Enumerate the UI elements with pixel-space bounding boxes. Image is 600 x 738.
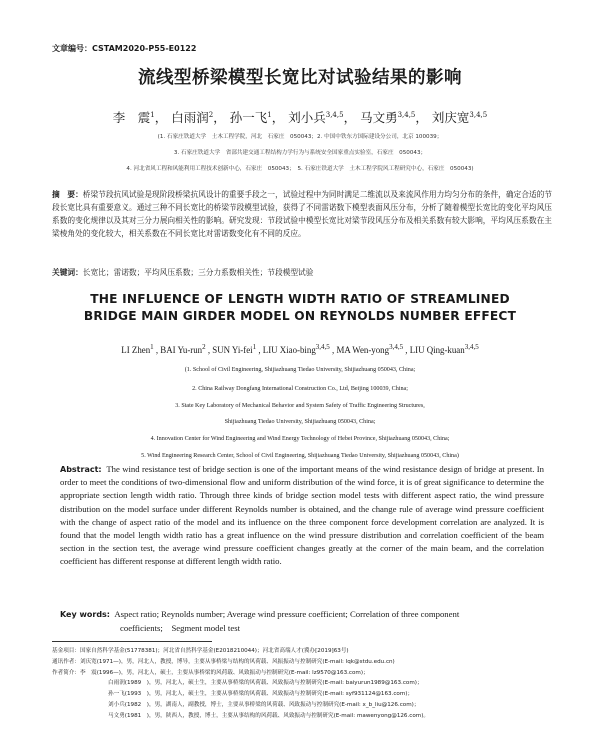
en-affiliation: (1. School of Civil Engineering, Shijiazhuang Tiedao University, Shijiazhuang 050043, China; bbox=[184, 367, 416, 373]
en-abstract-text: The wind resistance test of bridge section is one of the important means of the wind resistance design of bridge at present. In order to meet the conditions of two-dimensional flow and uniform distribution of the wind force, it is of great significance to determine the appropriate section length width ratio. Through three kinds of bridge section model tests with different aspect ratio, the wind pressure distribution on the model surface under different Reynolds number is obtained, and the change rule of average wind pressure coefficient with the change of aspect ratio of the model and its influence on the three component force development correlation are analyzed. It is found that the model length width ratio has a great influence on the wind pressure distribution and correlation coefficient of the beam section in the section test, the average wind pressure coefficient changes greatly at the corner of the main beam, and the correlation coefficient has different response at different length width ratio. bbox=[60, 464, 544, 567]
en-authors bbox=[0, 345, 600, 355]
en-keywords-label: Key words: bbox=[60, 610, 111, 619]
footnote-line: 基金项目：国家自然科学基金(51778381)；河北省自然科学基金(E2018210044)；河北省高端人才(冀办[2019]63号) bbox=[52, 648, 349, 654]
cn-keywords-label: 关键词： bbox=[52, 268, 83, 277]
footnote-line: 孙一飞(1993 )，男，河北人，硕士生，主要从事桥梁的风荷载、风致振动与控制研究(E-mail: syf931124@163.com)； bbox=[108, 691, 414, 698]
footnote-line: 刘小兵(1982 )，男，湖南人，副教授，博士，主要从事桥梁的风荷载、风致振动与控制研究(E-mail: x_b_liu@126.com)； bbox=[108, 701, 420, 708]
en-author: SUN Yi-fei$^1$ , bbox=[212, 343, 263, 355]
cn-abstract bbox=[52, 188, 552, 240]
footnote-line: 马文勇(1981 )，男，陕西人，教授，博士，主要从事结构的风荷载、风致振动与控制研究(E-mail: mawenyong@126.com)。 bbox=[108, 712, 429, 719]
cn-abstract-label: 摘 要： bbox=[52, 190, 83, 199]
cn-author: 刘庆宽$^{3,4,5}$ bbox=[431, 110, 488, 125]
article-id: 文章编号：CSTAM2020-P55-E0122 bbox=[52, 44, 197, 53]
en-title bbox=[30, 291, 570, 325]
en-affiliation: Shijiazhuang Tiedao University, Shijiazhuang 050043, China; bbox=[224, 419, 376, 425]
en-affiliation: 3. State Key Laboratory of Mechanical Behavior and System Safety of Traffic Engineering Structures, bbox=[175, 403, 425, 409]
en-keywords-text: coefficients; Segment model test bbox=[120, 622, 240, 633]
cn-title: 流线型桥梁模型长宽比对试验结果的影响 bbox=[138, 68, 462, 88]
en-author: LIU Xiao-bing$^{3,4,5}$ , bbox=[262, 343, 337, 355]
en-title-line: THE INFLUENCE OF LENGTH WIDTH RATIO OF STREAMLINED bbox=[90, 292, 510, 306]
cn-author: 李 震$^1$， bbox=[112, 110, 168, 125]
footnote-line: 白雨润(1989 )，男，河北人，硕士生，主要从事桥梁的风荷载、风致振动与控制研究(E-mail: baiyurun1989@163.com)； bbox=[108, 680, 423, 687]
cn-keywords-text: 长宽比；雷诺数；平均风压系数；三分力系数相关性；节段模型试验 bbox=[82, 268, 314, 277]
cn-affiliation: 4. 河北省风工程和风能利用工程技术创新中心，石家庄 050043； 5. 石家庄铁道大学 土木工程学院风工程研究中心，石家庄 050043) bbox=[126, 166, 474, 172]
cn-author: 白雨润$^2$， bbox=[171, 110, 226, 125]
footnote-divider bbox=[52, 641, 212, 642]
cn-abstract-text: 桥梁节段抗风试验是现阶段桥梁抗风设计的重要手段之一，试验过程中为同时满足二维流以及来流风作用力均匀分布的条件，确定合适的节段长宽比具有重要意义。通过三种不同长宽比的桥梁节段模型试验，获得了不同雷诺数下模型表面风压分布，分析了随着模型长宽比的变化平均风压系数的变化规律以及其对三分力展向相关性的影响。研究发现：节段试验中模型长宽比对梁节段风压分布及相关系数有较大影响，平均风压系数在主梁棱角处的变化较大，相关系数在不同长宽比对雷诺数变化有不同的反应。 bbox=[52, 190, 552, 238]
cn-affiliation: 3. 石家庄铁道大学 省部共建交通工程结构力学行为与系统安全国家重点实验室，石家庄 050043； bbox=[173, 150, 427, 156]
footnote-line: 作者简介：李 震(1996—)，男，河北人，硕士，主要从事桥梁的风荷载、风致振动与控制研究(E-mail: lz9570@163.com)； bbox=[52, 669, 369, 676]
cn-author: 孙一飞$^1$， bbox=[229, 110, 285, 125]
en-author: LI Zhen$^1$ , bbox=[121, 343, 161, 355]
footnotes bbox=[52, 646, 562, 722]
footnote-line: 通讯作者：刘庆宽(1971—)，男，河北人，教授，博导，主要从事桥梁与结构的风荷载、风振振动与控制研究(E-mail: lqk@stdu.edu.cn) bbox=[52, 658, 395, 665]
en-keywords bbox=[60, 608, 544, 634]
en-author: MA Wen-yong$^{3,4,5}$ , bbox=[336, 343, 410, 355]
en-affiliation: 2. China Railway Dongfang International Construction Co., Ltd, Beijing 100039, China; bbox=[192, 386, 408, 392]
cn-affiliation: (1. 石家庄铁道大学 土木工程学院，河北 石家庄 050043；2. 中国中铁东方国际建设分公司，北京 100039； bbox=[157, 134, 443, 140]
cn-keywords bbox=[52, 267, 552, 278]
en-abstract-label: Abstract: bbox=[60, 465, 102, 474]
en-affiliation: 4. Innovation Center for Wind Engineering and Wind Energy Technology of Hebei Province, Shijiazhuang 050043, China; bbox=[150, 436, 450, 442]
cn-authors bbox=[0, 108, 600, 126]
cn-author: 刘小兵$^{3,4,5}$， bbox=[288, 110, 357, 125]
en-author: LIU Qing-kuan$^{3,4,5}$ bbox=[409, 343, 479, 355]
en-author: BAI Yu-run$^2$ , bbox=[160, 343, 213, 355]
en-affiliation: 5. Wind Engineering Research Center, School of Civil Engineering, Shijiazhuang Tiedao University, Shijiazhuang 050043, China) bbox=[141, 453, 459, 459]
en-abstract bbox=[60, 463, 544, 569]
cn-author: 马文勇$^{3,4,5}$， bbox=[360, 110, 428, 125]
en-keywords-text: Aspect ratio; Reynolds number; Average wind pressure coefficient; Correlation of three component bbox=[114, 609, 460, 619]
en-title-line: BRIDGE MAIN GIRDER MODEL ON REYNOLDS NUMBER EFFECT bbox=[83, 309, 517, 323]
